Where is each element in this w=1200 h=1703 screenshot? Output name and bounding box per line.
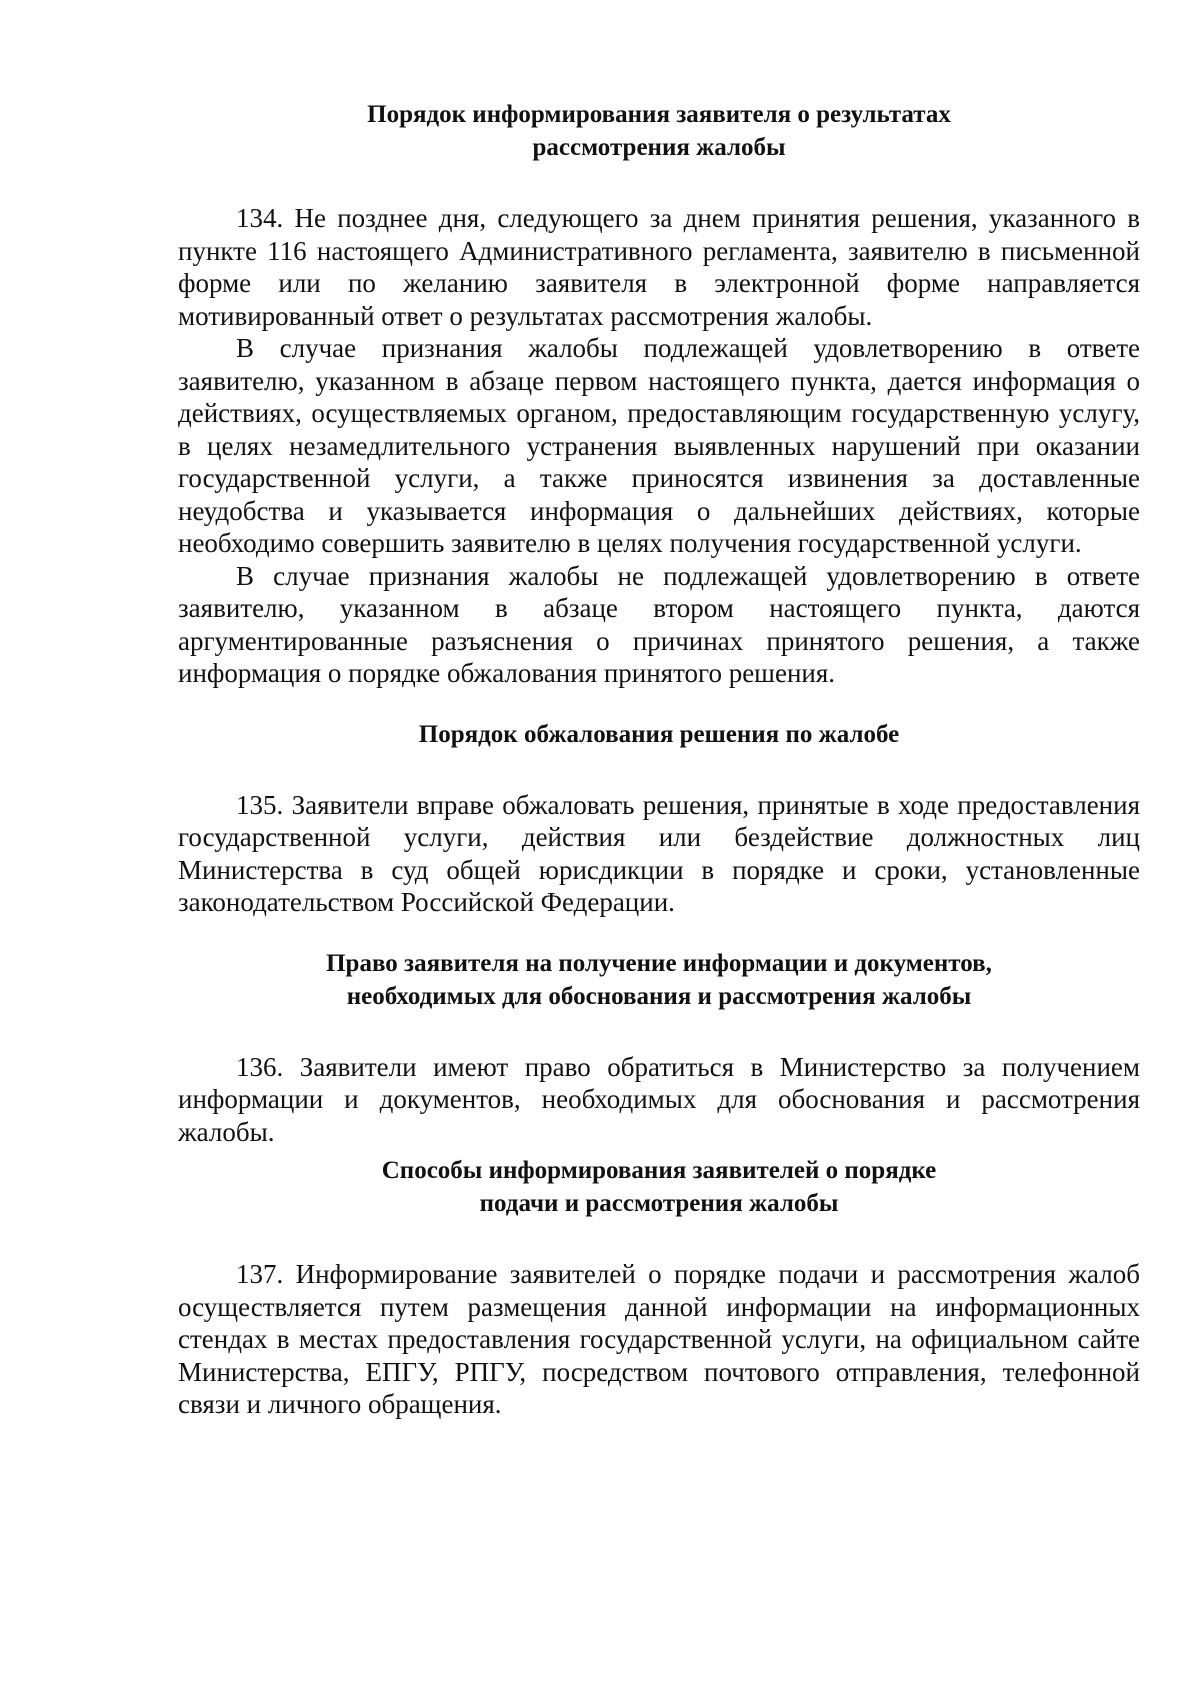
section-right-to-information: [178, 947, 1140, 1149]
heading-line: подачи и рассмотрения жалобы: [479, 1190, 839, 1217]
section-heading: [178, 98, 1140, 164]
heading-line: необходимых для обоснования и рассмотрения жалобы: [346, 982, 972, 1010]
section-informing-results: [178, 98, 1140, 690]
paragraph-136: 136. Заявители имеют право обратиться в Министерство за получением информации и документов, необходимых для обоснования и рассмотрения жалобы.: [178, 1051, 1140, 1147]
heading-line: Способы информирования заявителей о порядке: [381, 1157, 937, 1184]
paragraph: В случае признания жалобы подлежащей удовлетворению в ответе заявителю, указанном в абзаце первом настоящего пункта, дается информация о действиях, осуществляемых органом, предоставляющим государственную услугу, в целях незамедлительного устранения выявленных нарушений при оказании государственной услуги, а также приносятся извинения за доставленные неудобства и указывается информация о дальнейших действиях, которые необходимо совершить заявителю в целях получения государственной услуги.: [178, 333, 1140, 558]
section-appeal-decision: [178, 718, 1140, 919]
paragraph-134: 134. Не позднее дня, следующего за днем принятия решения, указанного в пункте 116 настоящего Административного регламента, заявителю в письменной форме или по желанию заявителя в электронной форме направляется мотивированный ответ о результатах рассмотрения жалобы.: [178, 203, 1140, 331]
section-heading: [178, 947, 1140, 1013]
paragraph-137: 137. Информирование заявителей о порядке подачи и рассмотрения жалоб осуществляется путем размещения данной информации на информационных стендах в местах предоставления государственной услуги, на официальном сайте Министерства, ЕПГУ, РПГУ, посредством почтового отправления, телефонной связи и личного обращения.: [178, 1259, 1140, 1419]
heading-line: Порядок информирования заявителя о результатах: [367, 101, 951, 128]
heading-line: Право заявителя на получение информации и документов,: [326, 949, 992, 977]
document-body: [178, 98, 1140, 1421]
heading-line: Порядок обжалования решения по жалобе: [418, 720, 900, 748]
paragraph: В случае признания жалобы не подлежащей удовлетворению в ответе заявителю, указанном в абзаце втором настоящего пункта, даются аргументированные разъяснения о причинах принятого решения, а также информация о порядке обжалования принятого решения.: [178, 560, 1140, 688]
section-heading: [178, 1154, 1140, 1220]
section-heading: [178, 718, 1140, 751]
section-ways-of-informing: [178, 1154, 1140, 1421]
heading-line: рассмотрения жалобы: [532, 134, 786, 161]
paragraph-135: 135. Заявители вправе обжаловать решения, принятые в ходе предоставления государственной услуги, действия или бездействие должностных лиц Министерства в суд общей юрисдикции в порядке и сроки, установленные законодательством Российской Федерации.: [178, 789, 1140, 917]
